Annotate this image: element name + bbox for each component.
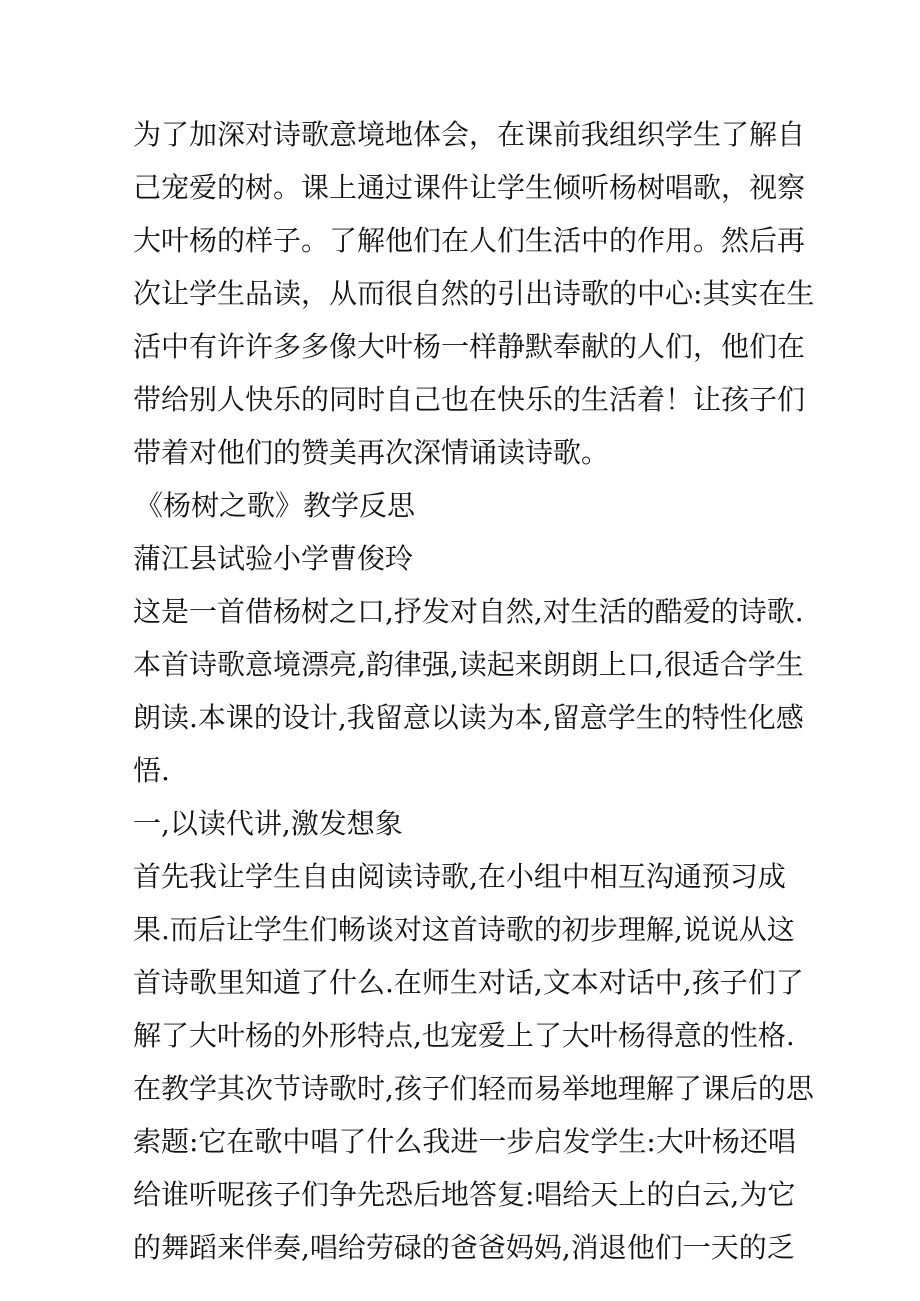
body-line: 己宠爱的树。课上通过课件让学生倾听杨树唱歌，视察 xyxy=(133,171,806,204)
subheading: 一,以读代讲,激发想象 xyxy=(133,807,403,840)
body-line: 解了大叶杨的外形特点,也宠爱上了大叶杨得意的性格. xyxy=(133,1019,795,1052)
body-line: 次让学生品读，从而很自然的引出诗歌的中心:其实在生 xyxy=(133,277,815,310)
body-line: 为了加深对诗歌意境地体会，在课前我组织学生了解自 xyxy=(133,118,806,151)
body-line: 首诗歌里知道了什么.在师生对话,文本对话中,孩子们了 xyxy=(133,966,804,999)
body-line: 果.而后让学生们畅谈对这首诗歌的初步理解,说说从这 xyxy=(133,913,795,946)
body-line: 带给别人快乐的同时自己也在快乐的生活着！让孩子们 xyxy=(133,383,806,416)
document-body xyxy=(133,108,815,1274)
body-line: 活中有许许多多像大叶杨一样静默奉献的人们，他们在 xyxy=(133,330,806,363)
body-line: 首先我让学生自由阅读诗歌,在小组中相互沟通预习成 xyxy=(133,860,786,893)
body-line: 悟. xyxy=(133,754,170,787)
body-line: 索题:它在歌中唱了什么我进一步启发学生:大叶杨还唱 xyxy=(133,1125,796,1158)
body-line: 给谁听呢孩子们争先恐后地答复:唱给天上的白云,为它 xyxy=(133,1178,796,1211)
body-line: 本首诗歌意境漂亮,韵律强,读起来朗朗上口,很适合学生 xyxy=(133,648,804,681)
body-line: 大叶杨的样子。了解他们在人们生活中的作用。然后再 xyxy=(133,224,806,257)
author-line: 蒲江县试验小学曹俊玲 xyxy=(133,542,414,575)
body-line: 这是一首借杨树之口,抒发对自然,对生活的酷爱的诗歌. xyxy=(133,595,804,628)
body-line: 的舞蹈来伴奏,唱给劳碌的爸爸妈妈,消退他们一天的乏 xyxy=(133,1231,795,1264)
body-line: 带着对他们的赞美再次深情诵读诗歌。 xyxy=(133,436,610,469)
section-title: 《杨树之歌》教学反思 xyxy=(135,489,416,522)
body-line: 朗读.本课的设计,我留意以读为本,留意学生的特性化感 xyxy=(133,701,804,734)
body-line: 在教学其次节诗歌时,孩子们轻而易举地理解了课后的思 xyxy=(133,1072,814,1105)
